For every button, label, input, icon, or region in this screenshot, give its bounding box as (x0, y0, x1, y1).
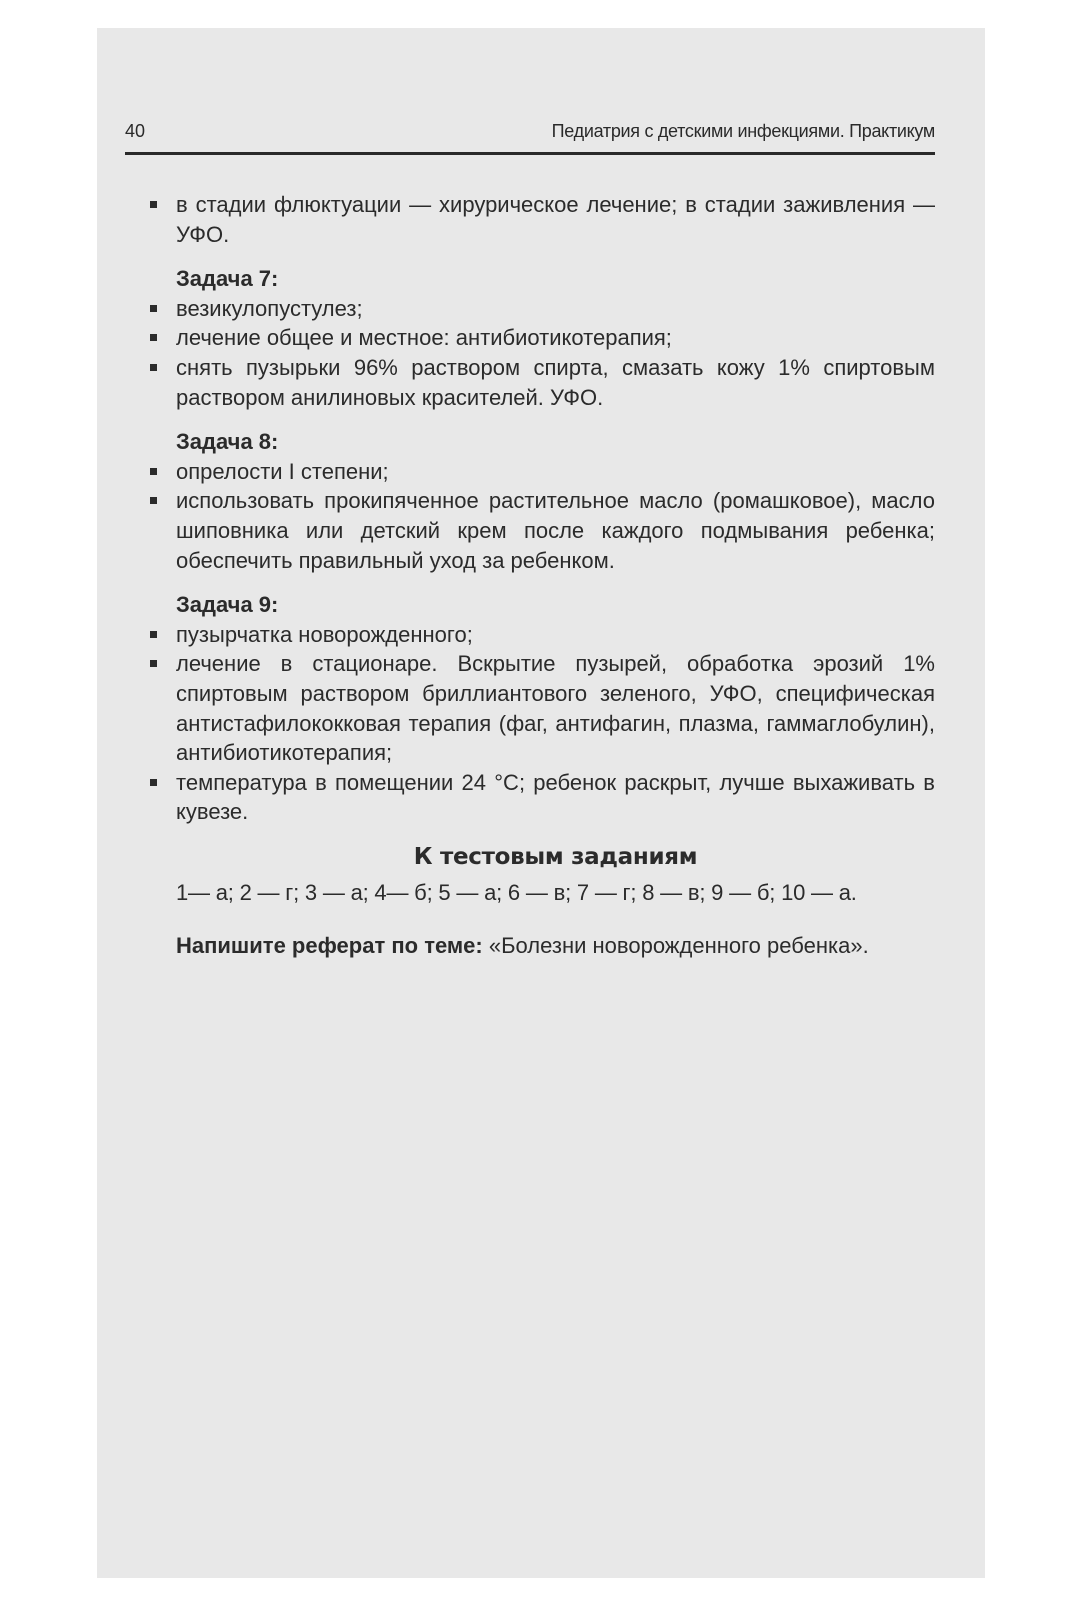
task-8 (176, 427, 935, 575)
essay-lead: Напишите реферат по теме: (176, 933, 483, 959)
task-title: Задача 8: (176, 429, 279, 455)
test-answers: 1— а; 2 — г; 3 — а; 4— б; 5 — а; 6 — в; 7 — г; 8 — в; 9 — б; 10 — а. (176, 880, 857, 906)
list-item: температура в помещении 24 °С; ребенок раскрыт, лучше выхаживать в кувезе. (176, 768, 935, 827)
task-9 (176, 590, 935, 827)
list-item: снять пузырьки 96% раствором спирта, смазать кожу 1% спиртовым раствором анилиновых красителей. УФО. (176, 353, 935, 412)
list-item: лечение в стационаре. Вскрытие пузырей, обработка эрозий 1% спиртовым раствором бриллиантового зеленого, УФО, специфическая антистафилококковая терапия (фаг, антифагин, плазма, гаммаглобулин), антибиотикотерапия; (176, 649, 935, 767)
task-answer-list (176, 457, 935, 575)
task-title: Задача 9: (176, 592, 279, 618)
intro-list (176, 190, 935, 249)
running-title: Педиатрия с детскими инфекциями. Практикум (551, 121, 935, 141)
list-item: использовать прокипяченное растительное масло (ромашковое), масло шиповника или детский крем после каждого подмывания ребенка; обеспечить правильный уход за ребенком. (176, 486, 935, 575)
page-body (176, 190, 935, 961)
task-answer-list (176, 620, 935, 827)
essay-assignment (176, 931, 935, 961)
page-header (125, 116, 935, 155)
list-item: опрелости I степени; (176, 457, 935, 487)
page-number: 40 (125, 121, 146, 141)
list-item: лечение общее и местное: антибиотикотерапия; (176, 323, 935, 353)
task-answer-list (176, 294, 935, 412)
list-item: в стадии флюктуации — хирурическое лечение; в стадии заживления — УФО. (176, 190, 935, 249)
essay-topic: «Болезни новорожденного ребенка». (488, 933, 869, 959)
task-7 (176, 264, 935, 412)
task-title: Задача 7: (176, 266, 279, 292)
section-title: К тестовым заданиям (413, 843, 698, 870)
list-item: пузырчатка новорожденного; (176, 620, 935, 650)
list-item: везикулопустулез; (176, 294, 935, 324)
